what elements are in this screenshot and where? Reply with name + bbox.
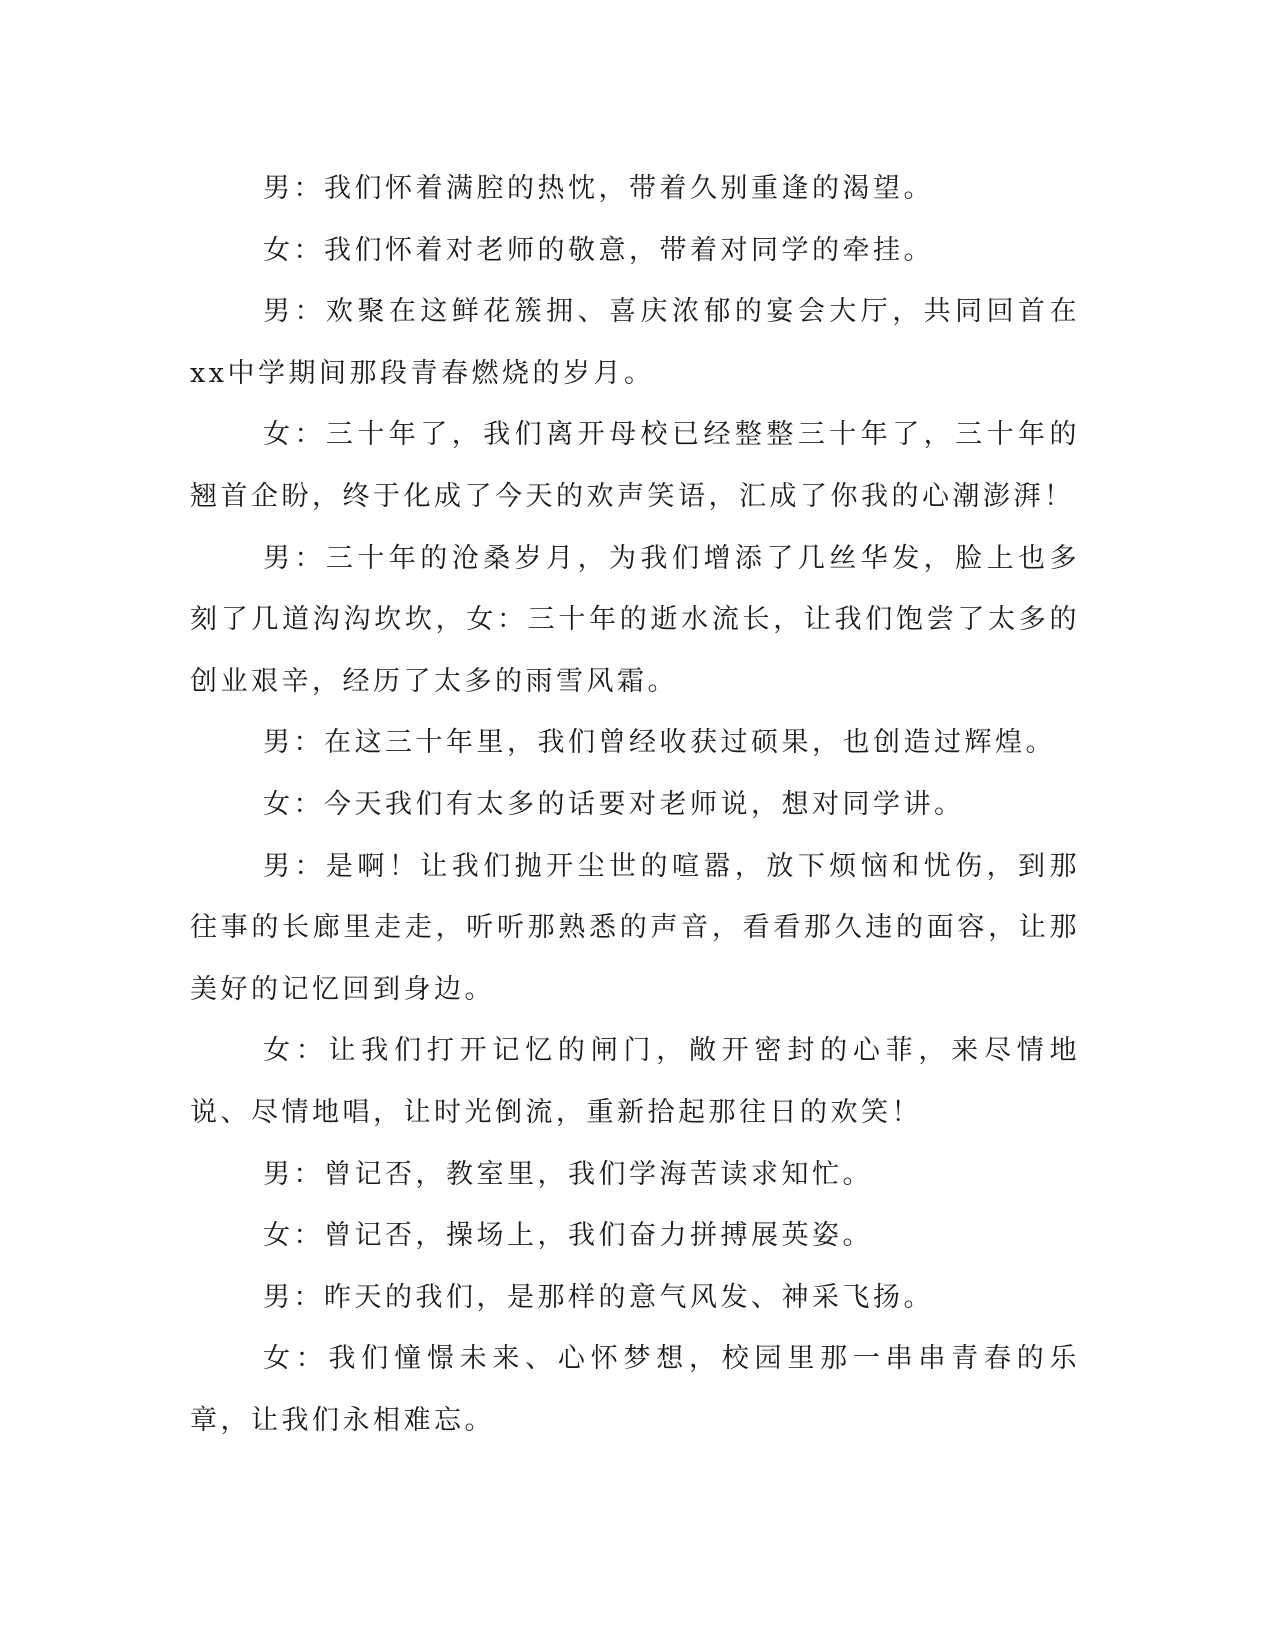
paragraph: 男：欢聚在这鲜花簇拥、喜庆浓郁的宴会大厅，共同回首在xx中学期间那段青春燃烧的岁月。	[190, 296, 1080, 389]
paragraph: 男：三十年的沧桑岁月，为我们增添了几丝华发，脸上也多刻了几道沟沟坎坎，女：三十年的逝水流长，让我们饱尝了太多的创业艰辛，经历了太多的雨雪风霜。	[190, 542, 1080, 697]
paragraph: 男：是啊！让我们抛开尘世的喧嚣，放下烦恼和忧伤，到那往事的长廊里走走，听听那熟悉的声音，看看那久违的面容，让那美好的记忆回到身边。	[190, 850, 1080, 1005]
paragraph: 男：曾记否，教室里，我们学海苦读求知忙。	[263, 1158, 873, 1190]
paragraph: 女：让我们打开记忆的闸门，敞开密封的心菲，来尽情地说、尽情地唱，让时光倒流，重新拾起那往日的欢笑！	[190, 1035, 1080, 1128]
document-body	[190, 158, 1080, 1451]
paragraph: 女：我们怀着对老师的敬意，带着对同学的牵挂。	[263, 234, 934, 266]
paragraph: 女：今天我们有太多的话要对老师说，想对同学讲。	[263, 788, 965, 820]
paragraph: 男：在这三十年里，我们曾经收获过硕果，也创造过辉煌。	[263, 727, 1056, 759]
paragraph: 女：三十年了，我们离开母校已经整整三十年了，三十年的翘首企盼，终于化成了今天的欢声笑语，汇成了你我的心潮澎湃！	[190, 419, 1080, 512]
paragraph: 男：我们怀着满腔的热忱，带着久别重逢的渴望。	[263, 173, 934, 204]
paragraph: 男：昨天的我们，是那样的意气风发、神采飞扬。	[263, 1281, 934, 1313]
paragraph: 女：曾记否，操场上，我们奋力拼搏展英姿。	[263, 1220, 873, 1252]
paragraph: 女：我们憧憬未来、心怀梦想，校园里那一串串青春的乐章，让我们永相难忘。	[190, 1343, 1080, 1436]
